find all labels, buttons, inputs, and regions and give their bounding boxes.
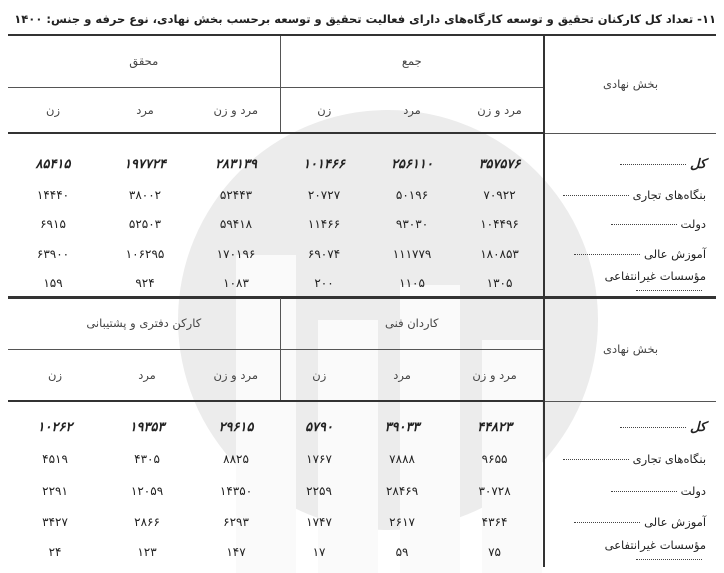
- cell: ۱۴۴۴۰: [36, 188, 70, 202]
- cell: ۱۱۰۵: [368, 269, 456, 298]
- col-header-both: مرد و زن: [446, 349, 544, 401]
- row-label: مؤسسات غیرانتفاعی: [604, 269, 707, 283]
- cell: ۱۴۷: [226, 545, 246, 559]
- cell: ۵۹: [395, 545, 409, 559]
- cell: ۲۸۳۱۳۹: [215, 156, 257, 172]
- col-header-female: زن: [280, 349, 358, 401]
- cell: ۱۷: [312, 545, 326, 559]
- cell: ۲۹۶۱۵: [218, 419, 254, 435]
- table-row: [8, 411, 716, 443]
- leader-dots: [574, 254, 640, 255]
- cell: ۱۷۰۱۹۶: [216, 247, 256, 261]
- row-header: بخش نهادی: [544, 297, 716, 401]
- cell: ۸۸۲۵: [223, 452, 249, 466]
- cell: ۱۸۰۸۵۳: [480, 247, 519, 261]
- cell: ۵۰۱۹۶: [395, 188, 429, 202]
- table-row: [8, 443, 716, 475]
- cell: ۱۷۶۷: [306, 452, 332, 466]
- table-row: [8, 507, 716, 537]
- table-1: [8, 34, 716, 299]
- leader-dots: [574, 522, 640, 523]
- row-label: کل: [690, 419, 707, 435]
- cell: ۵۷۹۰: [305, 419, 334, 435]
- leader-dots: [611, 491, 677, 492]
- cell: ۱۰۲۶۲: [37, 419, 73, 435]
- cell: ۱۷۴۷: [306, 515, 332, 529]
- cell: ۶۹۰۷۴: [307, 247, 341, 261]
- cell: ۸۵۴۱۵: [35, 156, 71, 172]
- cell: ۶۹۱۵: [40, 217, 66, 231]
- col-header-male: مرد: [368, 87, 456, 133]
- cell: ۱۹۳۵۳: [129, 419, 165, 435]
- cell: ۷۰۹۲۲: [483, 188, 516, 202]
- row-label: آموزش عالی: [644, 515, 707, 529]
- cell: ۳۸۰۰۲: [128, 188, 162, 202]
- col-header-male: مرد: [358, 349, 446, 401]
- cell: ۶۲۹۳: [223, 515, 249, 529]
- table-row: [8, 147, 716, 181]
- row-label: دولت: [680, 484, 707, 498]
- row-label: مؤسسات غیرانتفاعی: [604, 538, 707, 552]
- leader-dots: [636, 559, 702, 560]
- col-header-female: زن: [8, 349, 102, 401]
- cell: ۱۲۳: [137, 545, 157, 559]
- cell: ۷۵: [488, 545, 501, 559]
- cell: ۹۳۰۳۰: [395, 217, 429, 231]
- cell: ۱۰۴۴۹۶: [480, 217, 519, 231]
- cell: ۳۰۷۲۸: [478, 484, 511, 498]
- group-header-technician: کاردان فنی: [280, 297, 544, 349]
- cell: ۱۰۱۴۶۶: [303, 156, 345, 172]
- cell: ۱۴۳۵۰: [219, 484, 253, 498]
- cell: ۴۵۱۹: [42, 452, 68, 466]
- cell: ۲۲۵۹: [306, 484, 332, 498]
- col-header-both: مرد و زن: [192, 87, 280, 133]
- cell: ۱۳۰۵: [456, 269, 544, 298]
- cell: ۱۰۶۲۹۵: [125, 247, 165, 261]
- col-header-male: مرد: [102, 349, 192, 401]
- table-row: [8, 239, 716, 269]
- cell: ۲۰۰: [280, 269, 368, 298]
- cell: ۵۲۵۰۳: [128, 217, 162, 231]
- table-row: [8, 181, 716, 209]
- cell: ۶۳۹۰۰: [36, 247, 70, 261]
- col-header-male: مرد: [98, 87, 192, 133]
- cell: ۱۹۷۷۲۴: [124, 156, 166, 172]
- leader-dots: [563, 195, 629, 196]
- cell: ۹۶۵۵: [481, 452, 508, 466]
- leader-dots: [620, 427, 686, 428]
- cell: ۴۳۰۵: [134, 452, 160, 466]
- cell: ۱۲۰۵۹: [130, 484, 164, 498]
- col-header-both: مرد و زن: [192, 349, 280, 401]
- cell: ۳۹۰۳۳: [384, 419, 420, 435]
- row-label: دولت: [680, 217, 707, 231]
- cell: ۲۰۷۲۷: [307, 188, 341, 202]
- cell: ۱۵۹: [8, 269, 98, 298]
- group-header-total: جمع: [280, 35, 544, 87]
- table-2: [8, 296, 716, 567]
- table-row: [8, 475, 716, 507]
- cell: ۲۶۱۷: [389, 515, 415, 529]
- table-row: [8, 269, 716, 298]
- cell: ۱۰۸۳: [192, 269, 280, 298]
- cell: ۵۲۴۴۳: [219, 188, 253, 202]
- group-header-researcher: محقق: [8, 35, 280, 87]
- leader-dots: [563, 459, 629, 460]
- cell: ۷۸۸۸: [389, 452, 415, 466]
- table-row: [8, 209, 716, 239]
- cell: ۳۵۷۵۷۶: [478, 156, 521, 172]
- cell: ۲۸۴۶۹: [385, 484, 419, 498]
- cell: ۱۱۱۷۷۹: [392, 247, 432, 261]
- row-label: بنگاه‌های تجاری: [632, 188, 707, 202]
- table-row: [8, 537, 716, 567]
- row-label: آموزش عالی: [644, 247, 707, 261]
- cell: ۴۳۶۴: [481, 515, 508, 529]
- row-header: بخش نهادی: [544, 35, 716, 133]
- row-label: بنگاه‌های تجاری: [632, 452, 707, 466]
- cell: ۵۹۴۱۸: [219, 217, 253, 231]
- col-header-both: مرد و زن: [456, 87, 544, 133]
- group-header-support-staff: کارکن دفتری و پشتیبانی: [8, 297, 280, 349]
- page-title: ۱۱- تعداد کل کارکنان تحقیق و توسعه کارگاه‌های دارای فعالیت تحقیق و توسعه برحسب بخش نهادی، نوع حرفه و جنس: ۱۴۰۰: [14, 12, 716, 26]
- leader-dots: [620, 164, 686, 165]
- cell: ۹۲۴: [98, 269, 192, 298]
- cell: ۴۴۸۲۳: [477, 419, 513, 435]
- cell: ۳۴۲۷: [42, 515, 68, 529]
- cell: ۲۲۹۱: [42, 484, 68, 498]
- col-header-female: زن: [8, 87, 98, 133]
- cell: ۲۴: [48, 545, 62, 559]
- cell: ۲۸۶۶: [134, 515, 160, 529]
- leader-dots: [636, 290, 702, 291]
- leader-dots: [611, 224, 677, 225]
- cell: ۲۵۶۱۱۰: [391, 156, 433, 172]
- cell: ۱۱۴۶۶: [307, 217, 341, 231]
- row-label: کل: [689, 156, 707, 172]
- col-header-female: زن: [280, 87, 368, 133]
